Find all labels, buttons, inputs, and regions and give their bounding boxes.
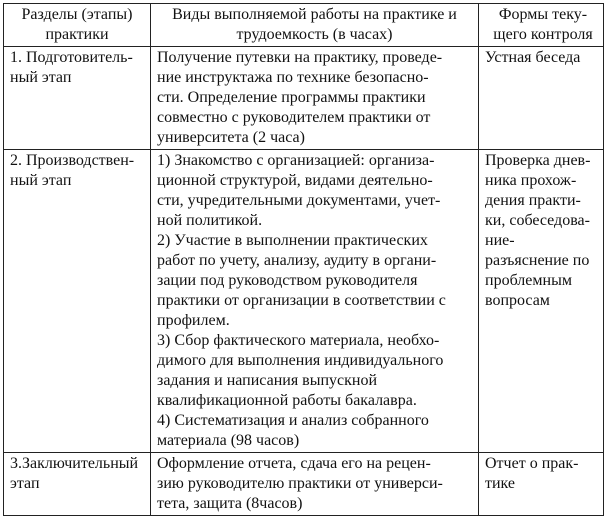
cell-text-line: тике bbox=[485, 475, 516, 492]
practice-stages-table bbox=[3, 3, 604, 516]
cell-text-line: 2) Участие в выполнении практических bbox=[157, 232, 428, 249]
cell-control-forms bbox=[479, 150, 604, 453]
cell-text-line: университета (2 часа) bbox=[157, 129, 305, 146]
cell-text-line: Проверка днев- bbox=[485, 152, 591, 169]
cell-section bbox=[4, 4, 151, 47]
cell-text-line: Виды выполняемой работы на практике и bbox=[172, 6, 457, 23]
cell-section bbox=[4, 453, 151, 516]
cell-section bbox=[4, 47, 151, 150]
cell-text-line: 1. Подготовитель- bbox=[10, 49, 133, 66]
cell-text-line: ный этап bbox=[10, 69, 72, 86]
cell-text-line: 3) Сбор фактического материала, необхо- bbox=[157, 332, 440, 349]
cell-text-line: практики от организации в соответствии с bbox=[157, 292, 446, 309]
cell-control-forms bbox=[479, 47, 604, 150]
cell-text-line: ние инструктажа по технике безопасно- bbox=[157, 69, 429, 86]
cell-text-line: практики bbox=[45, 26, 109, 43]
cell-text-line: 4) Систематизация и анализ собранного bbox=[157, 412, 429, 429]
cell-work-types bbox=[151, 47, 479, 150]
cell-text-line: ный этап bbox=[10, 172, 72, 189]
cell-text-line: Устная беседа bbox=[485, 49, 581, 66]
cell-text-line: тета, защита (8часов) bbox=[157, 495, 303, 512]
cell-control-forms bbox=[479, 453, 604, 516]
cell-text-line: разъяснение по bbox=[485, 252, 590, 269]
cell-text-line: ной политикой. bbox=[157, 212, 263, 229]
cell-text-line: работ по учету, анализу, аудиту в органи- bbox=[157, 252, 437, 269]
cell-text-line: материала (98 часов) bbox=[157, 432, 300, 449]
cell-text-line: сти, учредительными документами, учет- bbox=[157, 192, 441, 209]
header-row bbox=[4, 4, 604, 47]
cell-text-line: задания и написания выпускной bbox=[157, 372, 378, 389]
cell-text-line: Формы теку- bbox=[498, 6, 588, 23]
cell-text-line: 3.Заключительный bbox=[10, 455, 139, 472]
cell-text-line: Оформление отчета, сдача его на рецен- bbox=[157, 455, 431, 472]
cell-text-line: зию руководителю практики от универси- bbox=[157, 475, 443, 492]
cell-text-line: квалификационной работы бакалавра. bbox=[157, 392, 417, 409]
cell-text-line: ки, собеседова- bbox=[485, 212, 590, 229]
cell-text-line: трудоемкость (в часах) bbox=[236, 26, 393, 43]
cell-section bbox=[4, 150, 151, 453]
cell-text-line: сти. Определение программы практики bbox=[157, 89, 426, 106]
cell-text-line: Получение путевки на практику, проведе- bbox=[157, 49, 443, 66]
cell-text-line: димого для выполнения индивидуального bbox=[157, 352, 444, 369]
cell-work-types bbox=[151, 4, 479, 47]
cell-text-line: ционной структурой, видами деятельно- bbox=[157, 172, 433, 189]
cell-text-line: проблемным bbox=[485, 272, 572, 289]
cell-text-line: ника прохож- bbox=[485, 172, 577, 189]
cell-work-types bbox=[151, 150, 479, 453]
table-body bbox=[4, 4, 604, 516]
table-row bbox=[4, 150, 604, 453]
cell-text-line: ние- bbox=[485, 232, 515, 249]
cell-control-forms bbox=[479, 4, 604, 47]
table-row bbox=[4, 453, 604, 516]
cell-text-line: совместно с руководителем практики от bbox=[157, 109, 431, 126]
cell-work-types bbox=[151, 453, 479, 516]
cell-text-line: этап bbox=[10, 475, 40, 492]
cell-text-line: вопросам bbox=[485, 292, 550, 309]
cell-text-line: 1) Знакомство с организацией: организа- bbox=[157, 152, 435, 169]
cell-text-line: Разделы (этапы) bbox=[21, 6, 133, 23]
cell-text-line: 2. Производствен- bbox=[10, 152, 135, 169]
cell-text-line: Отчет о прак- bbox=[485, 455, 579, 472]
cell-text-line: щего контроля bbox=[493, 26, 593, 43]
cell-text-line: зации под руководством руководителя bbox=[157, 272, 418, 289]
cell-text-line: дения практи- bbox=[485, 192, 581, 209]
table-row bbox=[4, 47, 604, 150]
cell-text-line: профилем. bbox=[157, 312, 230, 329]
